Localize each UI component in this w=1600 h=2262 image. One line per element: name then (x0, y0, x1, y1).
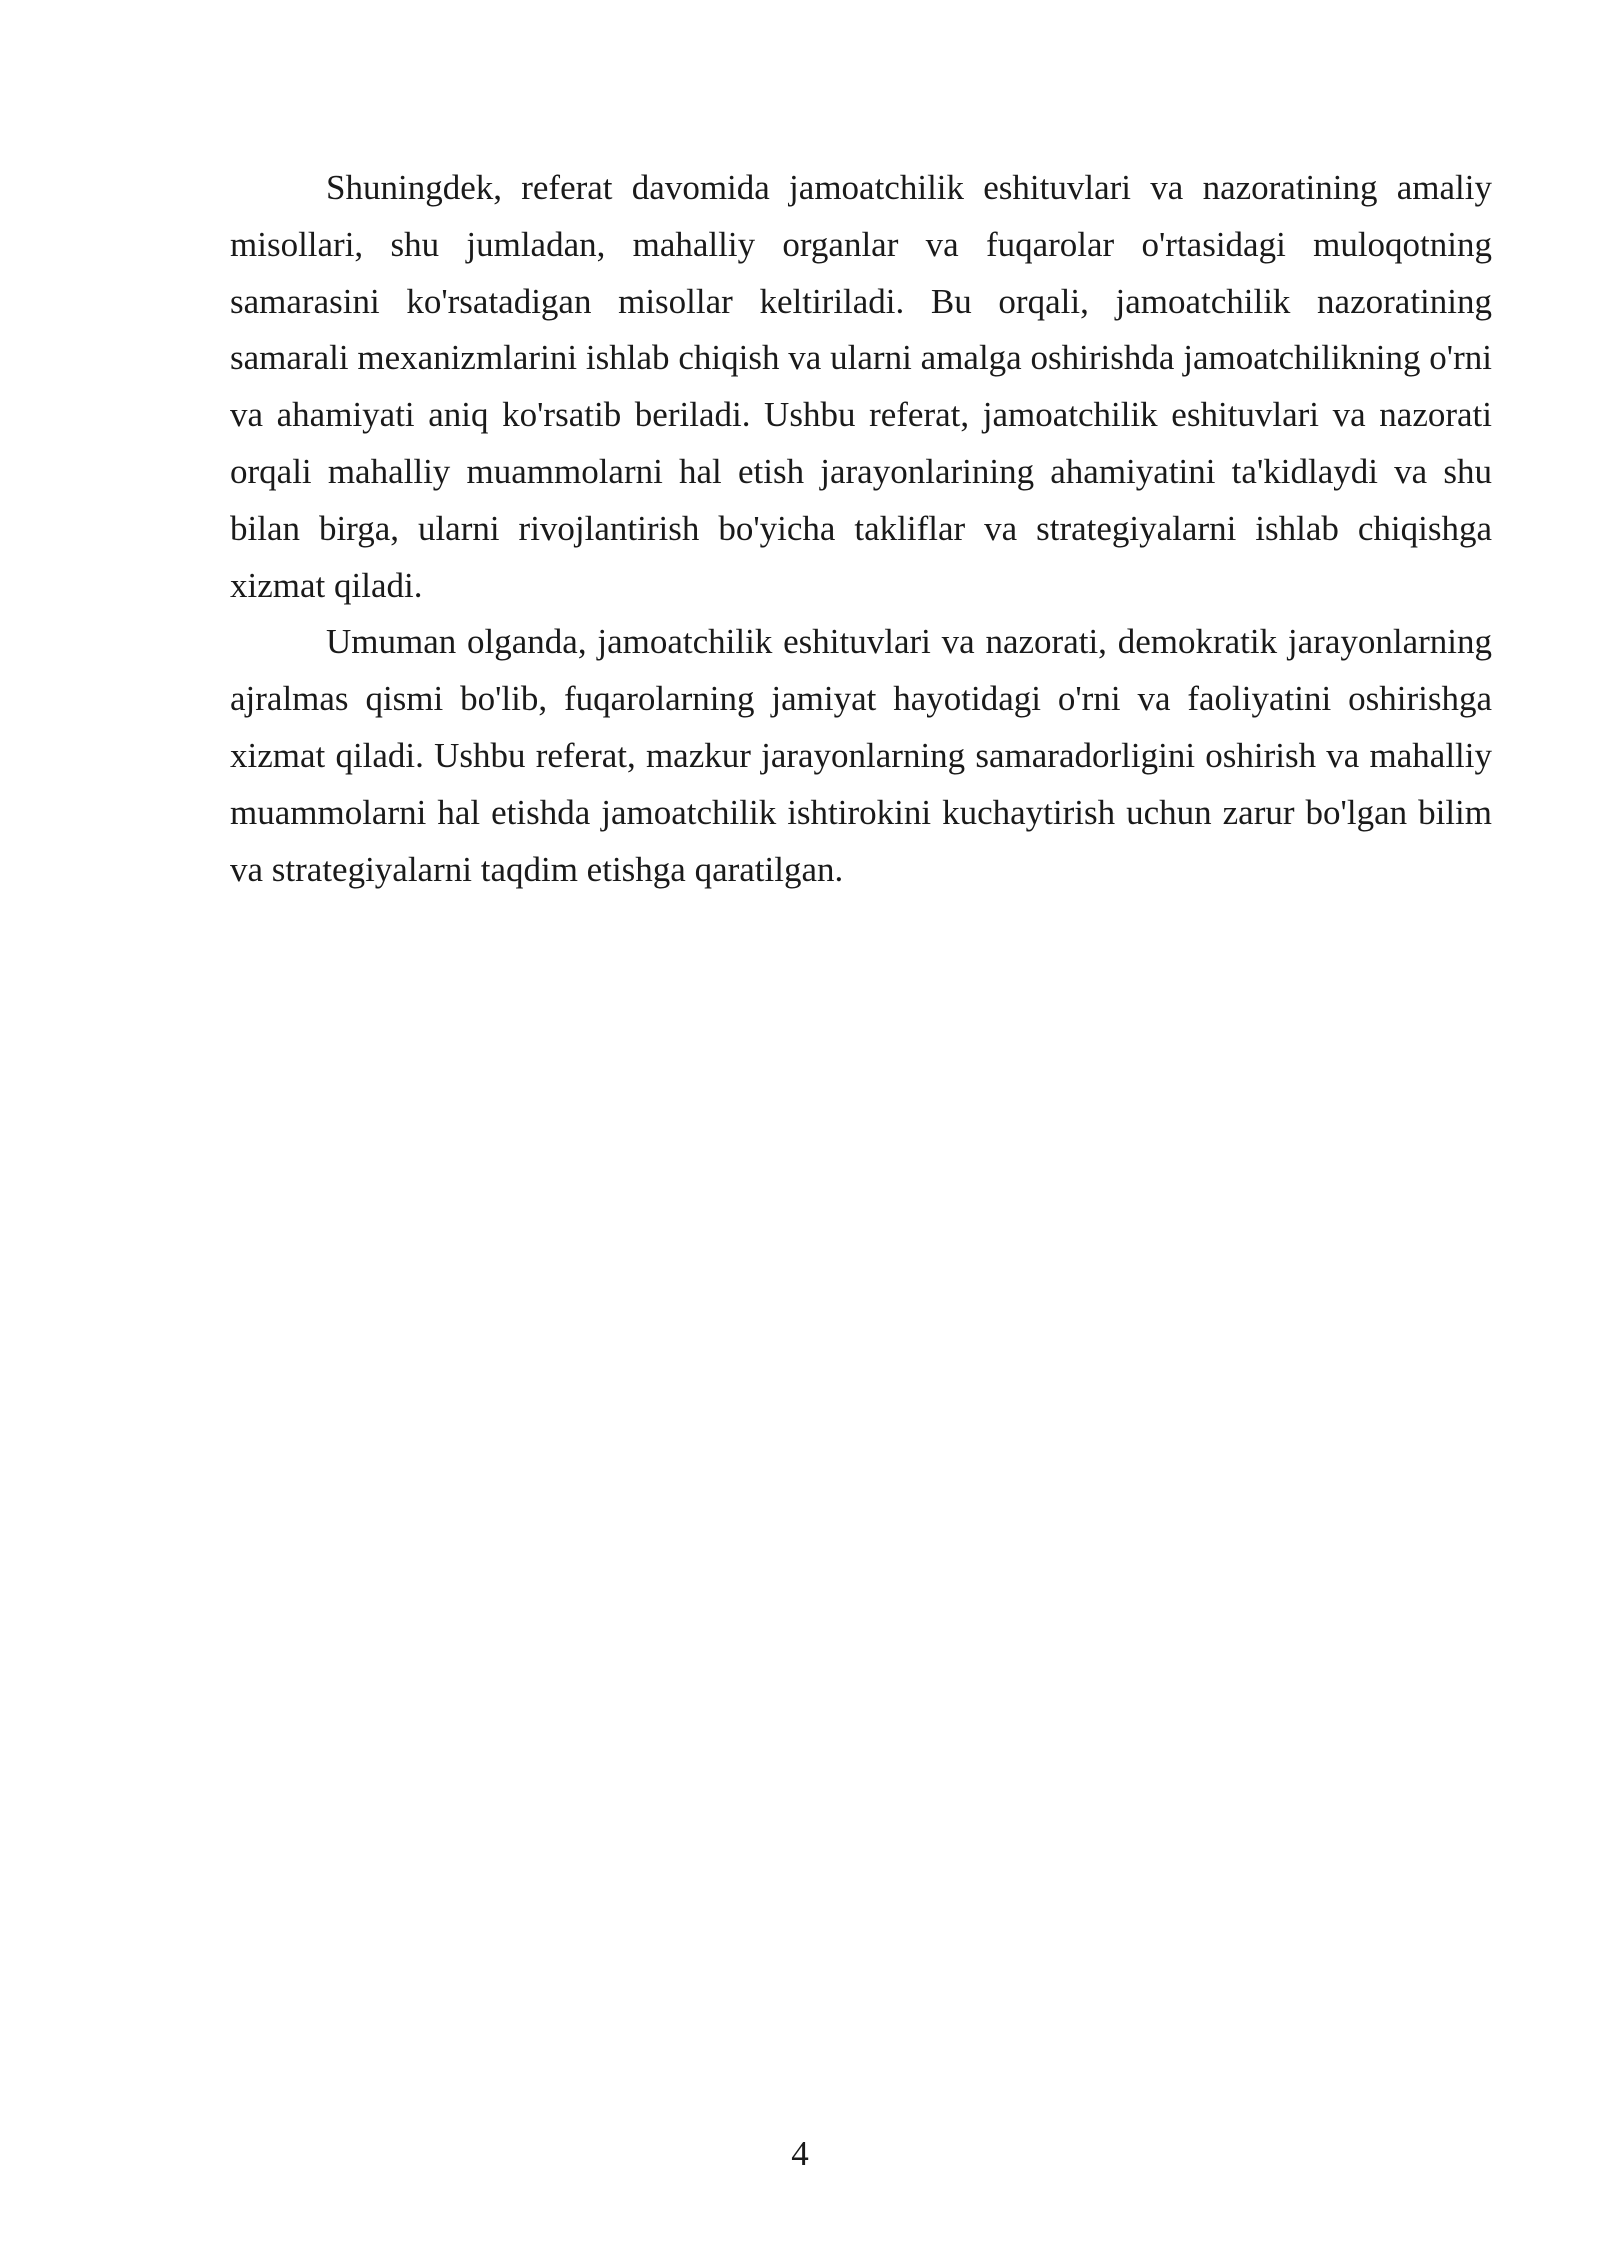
page-number: 4 (791, 2134, 809, 2173)
body-text (230, 160, 1492, 898)
paragraph-1: Shuningdek, referat davomida jamoatchilik eshituvlari va nazoratining amaliy misollari, shu jumladan, mahalliy organlar va fuqarolar o'rtasidagi muloqotning samarasini ko'rsatadigan misollar keltiriladi. Bu orqali, jamoatchilik nazoratining samarali mexanizmlarini ishlab chiqish va ularni amalga oshirishda jamoatchilikning o'rni va ahamiyati aniq ko'rsatib beriladi. Ushbu referat, jamoatchilik eshituvlari va nazorati orqali mahalliy muammolarni hal etish jarayonlarining ahamiyatini ta'kidlaydi va shu bilan birga, ularni rivojlantirish bo'yicha takliflar va strategiyalarni ishlab chiqishga xizmat qiladi. (230, 168, 1492, 605)
paragraph-2: Umuman olganda, jamoatchilik eshituvlari va nazorati, demokratik jarayonlarning ajralmas qismi bo'lib, fuqarolarning jamiyat hayotidagi o'rni va faoliyatini oshirishga xizmat qiladi. Ushbu referat, mazkur jarayonlarning samaradorligini oshirish va mahalliy muammolarni hal etishda jamoatchilik ishtirokini kuchaytirish uchun zarur bo'lgan bilim va strategiyalarni taqdim etishga qaratilgan. (230, 622, 1492, 889)
